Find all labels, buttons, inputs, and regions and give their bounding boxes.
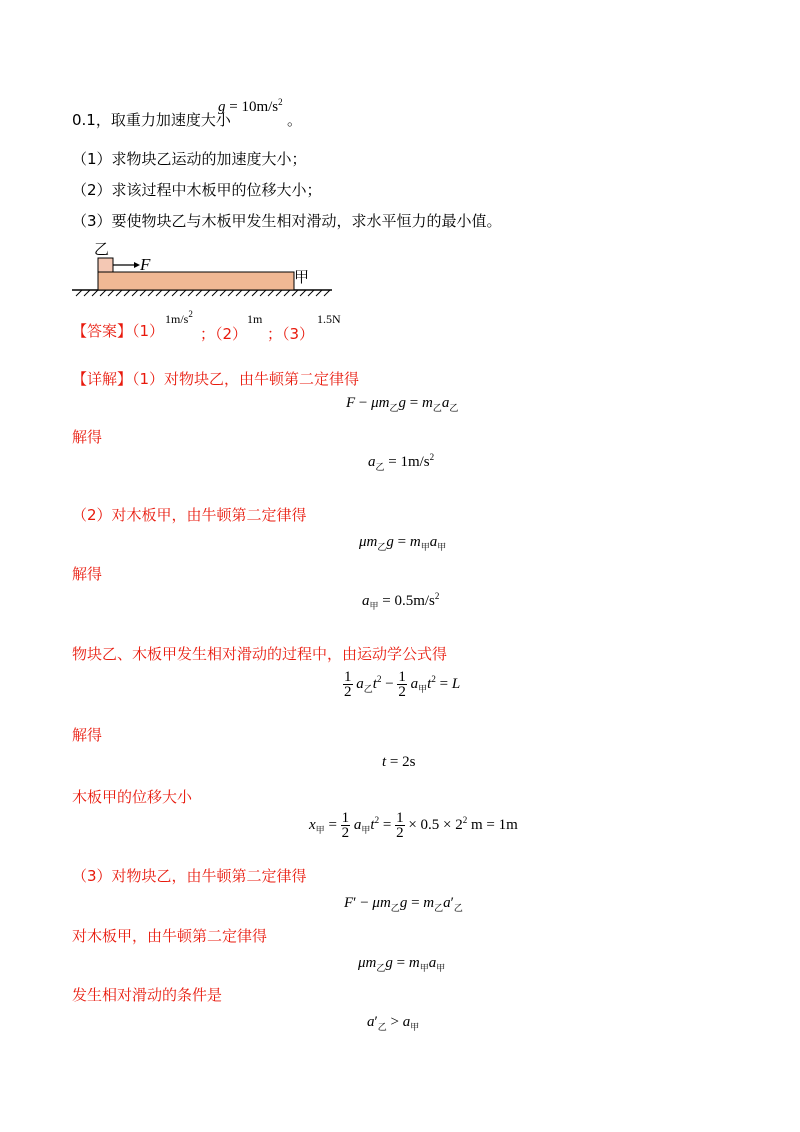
intro-text: 0.1，取重力加速度大小 xyxy=(72,111,231,129)
detail-line-4: 木板甲的位移大小 xyxy=(72,788,193,806)
equation-2: $a_乙 = 1m/s^2$ xyxy=(368,452,435,472)
intro-end: 。 xyxy=(287,111,303,129)
detail-line-1: 【详解】（1）对物块乙，由牛顿第二定律得 xyxy=(72,370,360,388)
gravity-value: $g = 10m/s^2$ xyxy=(218,97,283,115)
equation-9: $\mu m_乙g = m_甲a_甲$ xyxy=(358,955,446,973)
ground-hatching xyxy=(72,290,332,296)
board-label: 甲 xyxy=(294,268,310,286)
board-jia xyxy=(98,272,294,290)
equation-10: $a'_乙 > a_甲$ xyxy=(367,1014,420,1032)
jiede-3: 解得 xyxy=(72,726,103,744)
figure-board-block xyxy=(70,236,340,302)
equation-5: $\frac{1}{2}$ $a_乙t^2$ − $\frac{1}{2}$ $a_甲t^2 = L$ xyxy=(344,669,461,700)
equation-4: $a_甲 = 0.5m/s^2$ xyxy=(362,591,440,611)
question-2: （2）求该过程中木板甲的位移大小； xyxy=(72,181,322,199)
question-3: （3）要使物块乙与木板甲发生相对滑动，求水平恒力的最小值。 xyxy=(72,212,502,230)
jiede-2: 解得 xyxy=(72,565,103,583)
answer-line xyxy=(72,321,164,341)
detail-line-7: 发生相对滑动的条件是 xyxy=(72,986,223,1004)
jiede-1: 解得 xyxy=(72,428,103,446)
detail-line-5: （3）对物块乙，由牛顿第二定律得 xyxy=(72,867,307,885)
block-yi xyxy=(98,258,113,272)
equation-3: $\mu m_乙g = m_甲a_甲$ xyxy=(359,534,447,552)
force-label: F xyxy=(140,255,151,274)
detail-line-3: 物块乙、木板甲发生相对滑动的过程中，由运动学公式得 xyxy=(72,645,448,663)
answer-value-2: 1m xyxy=(247,312,263,326)
detail-tag: 【详解】 xyxy=(72,370,133,388)
answer-p1: （1） xyxy=(132,322,165,340)
answer-value-1: $1m/s^2$ xyxy=(165,309,193,326)
block-label: 乙 xyxy=(94,240,110,258)
intro-line xyxy=(72,110,231,130)
equation-8: $F' - \mu m_乙g = m_乙a'_乙$ xyxy=(344,895,463,913)
detail-line-2: （2）对木板甲，由牛顿第二定律得 xyxy=(72,506,307,524)
detail-line-6: 对木板甲，由牛顿第二定律得 xyxy=(72,927,268,945)
answer-tag: 【答案】 xyxy=(72,322,133,340)
question-1: （1）求物块乙运动的加速度大小； xyxy=(72,150,307,168)
equation-6: t = 2s xyxy=(382,754,416,770)
equation-1: $F - \mu m_乙g = m_乙a_乙$ xyxy=(346,395,459,413)
answer-sep-1: ；（2） xyxy=(200,325,248,343)
answer-value-3: 1.5N xyxy=(317,312,341,326)
equation-7: $x_甲$ = $\frac{1}{2}$ $a_甲t^2$ = $\frac{1}{2}$ × $0.5 \times 2^2$ m = 1m xyxy=(309,810,518,841)
answer-sep-2: ；（3） xyxy=(267,325,315,343)
